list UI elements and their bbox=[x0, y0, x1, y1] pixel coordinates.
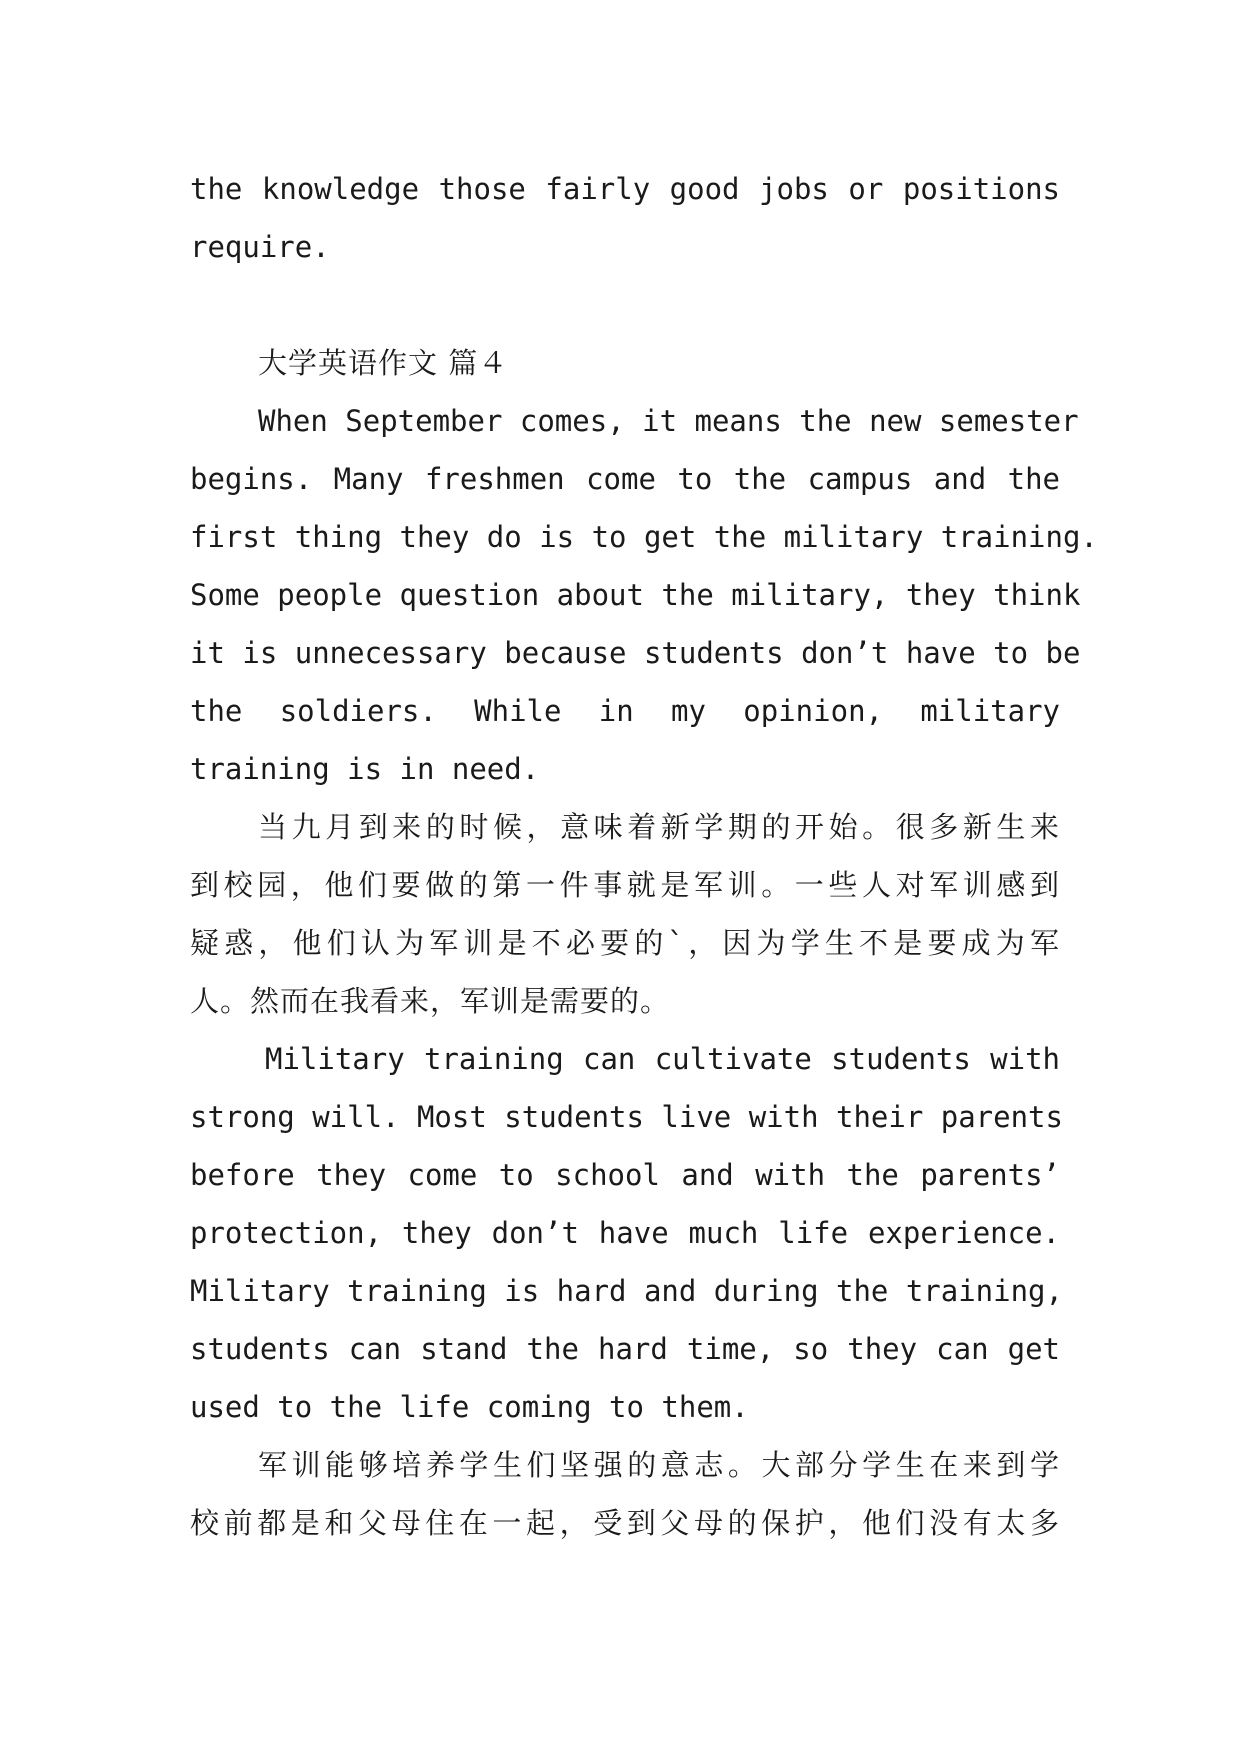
text-line: 当九月到来的时候，意味着新学期的开始。很多新生来 bbox=[258, 810, 1060, 844]
text-line: 校前都是和父母住在一起，受到父母的保护，他们没有太多 bbox=[190, 1506, 1060, 1540]
text-line: 疑惑，他们认为军训是不必要的`，因为学生不是要成为军 bbox=[190, 926, 1060, 960]
text-line: first thing they do is to get the military training. bbox=[190, 520, 1098, 554]
text-line: it is unnecessary because students don’t have to be bbox=[190, 636, 1081, 670]
text-line: the soldiers. While in my opinion, military bbox=[190, 694, 1060, 728]
text-line: training is in need. bbox=[190, 752, 540, 786]
text-line: used to the life coming to them. bbox=[190, 1390, 749, 1424]
text-line: before they come to school and with the parents’ bbox=[190, 1158, 1060, 1192]
text-line: strong will. Most students live with their parents bbox=[190, 1100, 1063, 1134]
text-line: Military training is hard and during the training, bbox=[190, 1274, 1063, 1308]
text-line: require. bbox=[190, 230, 330, 264]
text-line: 军训能够培养学生们坚强的意志。大部分学生在来到学 bbox=[258, 1448, 1060, 1482]
text-line: 到校园，他们要做的第一件事就是军训。一些人对军训感到 bbox=[190, 868, 1060, 902]
text-line: students can stand the hard time, so they can get bbox=[190, 1332, 1060, 1366]
text-line: Military training can cultivate students with bbox=[265, 1042, 1060, 1076]
text-line: protection, they don’t have much life experience. bbox=[190, 1216, 1060, 1250]
text-line: When September comes, it means the new semester bbox=[258, 404, 1079, 438]
text-line: Some people question about the military, they think bbox=[190, 578, 1081, 612]
text-line: begins. Many freshmen come to the campus and the bbox=[190, 462, 1060, 496]
text-line: 人。然而在我看来，军训是需要的。 bbox=[190, 984, 671, 1018]
section-heading: 大学英语作文 篇４ bbox=[258, 346, 509, 380]
text-line: the knowledge those fairly good jobs or positions bbox=[190, 172, 1060, 206]
